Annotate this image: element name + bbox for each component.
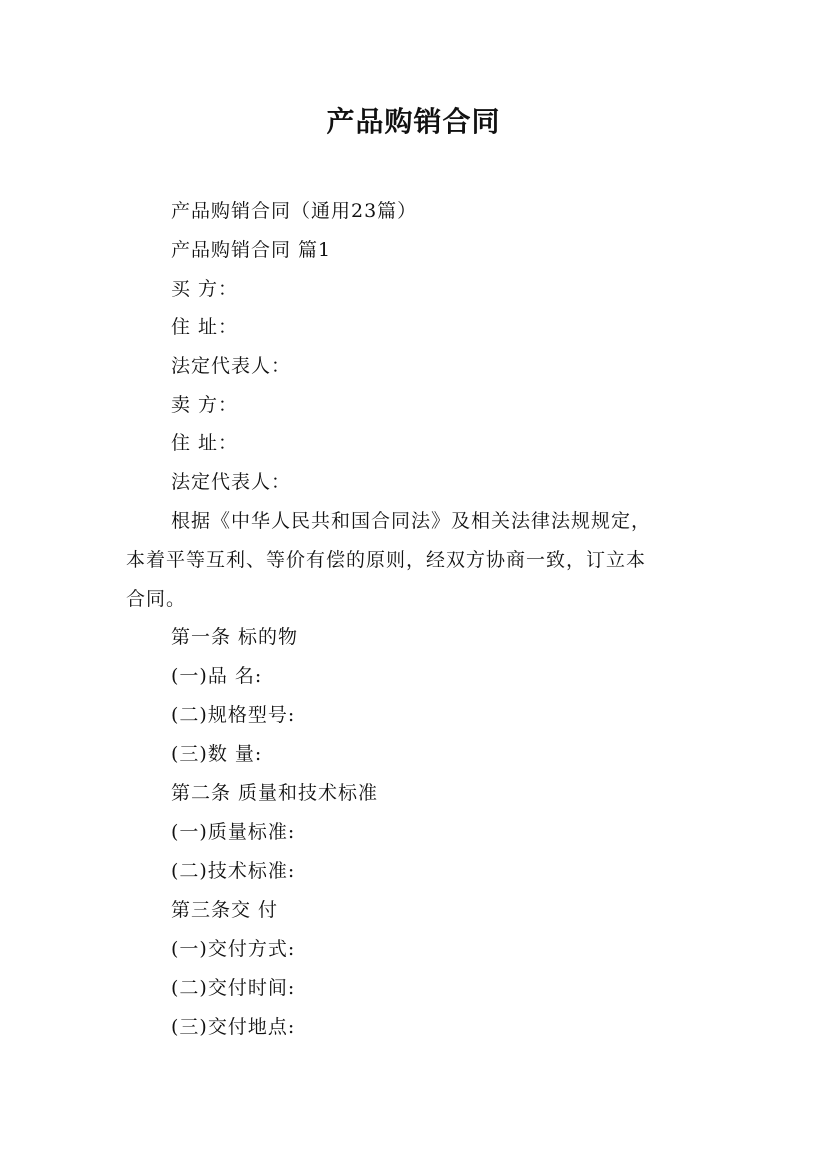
article-2-item-1: (一)质量标准: bbox=[171, 821, 296, 843]
preamble-line-1: 根据《中华人民共和国合同法》及相关法律法规规定， bbox=[171, 510, 652, 532]
article-1-item-3: (三)数 量: bbox=[171, 743, 263, 765]
buyer-representative-label: 法定代表人： bbox=[171, 355, 292, 377]
article-1-item-1: (一)品 名: bbox=[171, 665, 263, 687]
seller-representative-label: 法定代表人： bbox=[171, 471, 292, 493]
preamble-paragraph bbox=[126, 502, 716, 619]
buyer-label: 买 方： bbox=[171, 278, 239, 300]
article-2-item-2: (二)技术标准: bbox=[171, 860, 296, 882]
article-3-item-1: (一)交付方式: bbox=[171, 938, 296, 960]
seller-label: 卖 方： bbox=[171, 394, 239, 416]
document-title: 产品购销合同 bbox=[326, 105, 501, 138]
preamble-line-2: 本着平等互利、等价有偿的原则，经双方协商一致，订立本 bbox=[126, 549, 647, 571]
article-1-item-2: (二)规格型号: bbox=[171, 704, 296, 726]
seller-address-label: 住 址： bbox=[171, 432, 239, 454]
collection-title: 产品购销合同（通用23篇） bbox=[171, 200, 418, 222]
buyer-address-label: 住 址： bbox=[171, 316, 239, 338]
preamble-line-3: 合同。 bbox=[126, 588, 187, 610]
article-3-heading: 第三条交 付 bbox=[171, 899, 279, 921]
article-2-heading: 第二条 质量和技术标准 bbox=[171, 782, 379, 804]
article-1-heading: 第一条 标的物 bbox=[171, 626, 299, 648]
article-3-item-2: (二)交付时间: bbox=[171, 977, 296, 999]
contract-subtitle: 产品购销合同 篇1 bbox=[171, 239, 332, 261]
article-3-item-3: (三)交付地点: bbox=[171, 1016, 296, 1038]
